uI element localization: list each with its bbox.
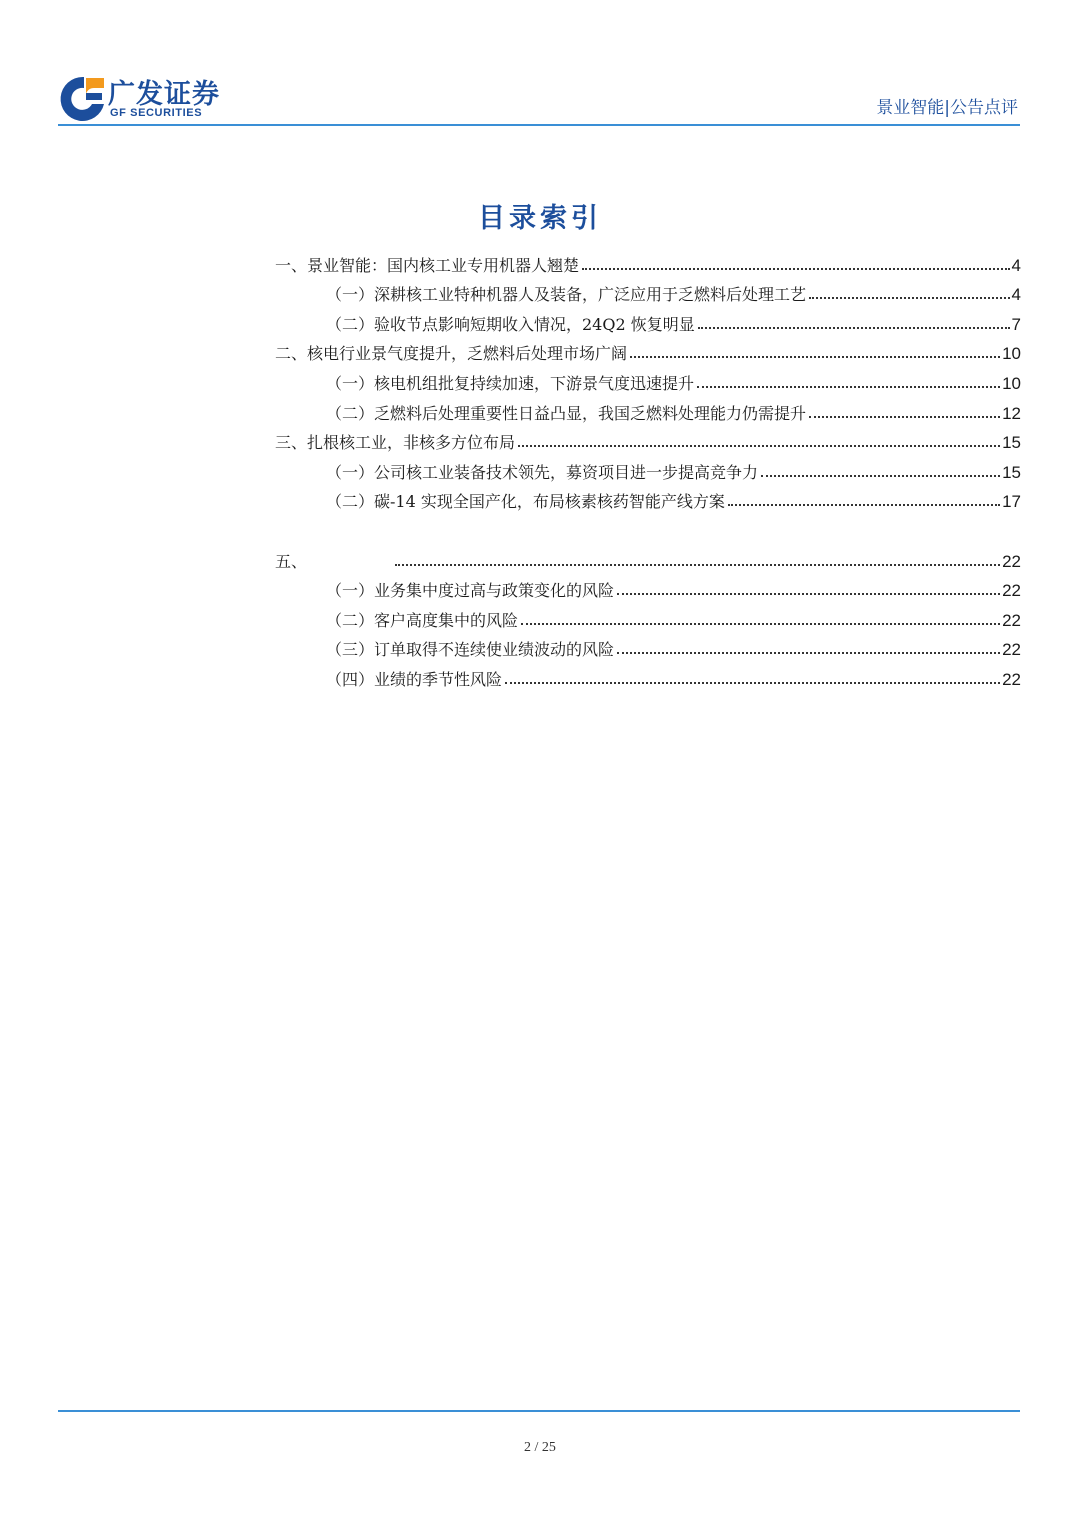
toc-entry-page: 10 bbox=[1002, 373, 1021, 393]
toc-title: 目录索引 bbox=[478, 203, 602, 234]
toc-leader-dots bbox=[518, 445, 1000, 447]
header-divider bbox=[58, 124, 1020, 126]
toc-entry[interactable] bbox=[275, 631, 1021, 661]
toc-entry-label: （二）乏燃料后处理重要性日益凸显，我国乏燃料处理能力仍需提升 bbox=[326, 403, 807, 423]
page-header bbox=[0, 0, 1080, 128]
toc-entry[interactable] bbox=[275, 364, 1021, 394]
toc-entry-page: 22 bbox=[1002, 581, 1021, 601]
toc-entry-label: （一）深耕核工业特种机器人及装备，广泛应用于乏燃料后处理工艺 bbox=[326, 285, 807, 305]
toc-entry[interactable] bbox=[275, 246, 1021, 276]
toc-entry-page: 22 bbox=[1002, 669, 1021, 689]
toc-leader-dots bbox=[728, 504, 1000, 506]
logo-english-name: GF SECURITIES bbox=[110, 107, 203, 119]
toc-entry-page: 12 bbox=[1002, 403, 1021, 423]
toc-entry-label: （一）公司核工业装备技术领先，募资项目进一步提高竞争力 bbox=[326, 462, 759, 482]
toc-entry[interactable] bbox=[275, 276, 1021, 306]
toc-entry[interactable] bbox=[275, 305, 1021, 335]
logo-chinese-name: 广发证券 bbox=[108, 79, 220, 110]
toc-entry-label: （二）客户高度集中的风险 bbox=[326, 610, 519, 630]
toc-entry-label: 三、扎根核工业，非核多方位布局 bbox=[275, 433, 516, 453]
toc-entry-page: 7 bbox=[1011, 314, 1021, 334]
toc-entry[interactable] bbox=[275, 660, 1021, 690]
toc-entry-page: 22 bbox=[1002, 640, 1021, 660]
toc-leader-dots bbox=[698, 327, 1010, 329]
toc-leader-dots bbox=[521, 623, 1000, 625]
toc-entry[interactable] bbox=[275, 424, 1021, 454]
toc-leader-dots bbox=[761, 475, 1000, 477]
toc-leader-dots bbox=[617, 652, 1000, 654]
toc-entry-page: 22 bbox=[1002, 551, 1021, 571]
footer-divider bbox=[58, 1410, 1020, 1412]
toc-leader-dots bbox=[617, 593, 1000, 595]
toc-entry-label: （一）业务集中度过高与政策变化的风险 bbox=[326, 581, 615, 601]
toc-entry[interactable] bbox=[275, 453, 1021, 483]
toc-entry-label: （三）订单取得不连续使业绩波动的风险 bbox=[326, 640, 615, 660]
toc-entry-page: 15 bbox=[1002, 433, 1021, 453]
toc-leader-dots bbox=[505, 682, 1000, 684]
toc-entry[interactable] bbox=[275, 542, 1021, 572]
report-type-label: 景业智能|公告点评 bbox=[876, 98, 1018, 118]
toc-entry-page: 10 bbox=[1002, 344, 1021, 364]
toc-entry[interactable] bbox=[275, 335, 1021, 365]
toc-leader-dots bbox=[809, 297, 1010, 299]
toc-entry-page: 4 bbox=[1011, 255, 1021, 275]
toc-entry-label: （二）验收节点影响短期收入情况，24Q2 恢复明显 bbox=[326, 314, 695, 334]
toc-entry-label: （一）核电机组批复持续加速，下游景气度迅速提升 bbox=[326, 373, 695, 393]
toc-entry-label: （二）碳-14 实现全国产化，布局核素核药智能产线方案 bbox=[326, 492, 725, 512]
toc-entry[interactable] bbox=[275, 483, 1021, 513]
toc-entry-label: 五、 bbox=[275, 551, 308, 571]
toc-spacer bbox=[275, 512, 1021, 542]
gf-logo bbox=[58, 74, 228, 124]
toc-entry-page: 22 bbox=[1002, 610, 1021, 630]
toc-leader-dots bbox=[582, 268, 1010, 270]
toc-entry-label: 二、核电行业景气度提升，乏燃料后处理市场广阔 bbox=[275, 344, 628, 364]
toc-entry[interactable] bbox=[275, 572, 1021, 602]
toc-entry-label: （四）业绩的季节性风险 bbox=[326, 669, 503, 689]
toc-entry-label: 一、景业智能：国内核工业专用机器人翘楚 bbox=[275, 255, 580, 275]
toc-leader-dots bbox=[630, 356, 1000, 358]
toc-entry-page: 17 bbox=[1002, 492, 1021, 512]
toc-entry-page: 15 bbox=[1002, 462, 1021, 482]
page-number: 2 / 25 bbox=[524, 1440, 556, 1455]
toc-entry-page: 4 bbox=[1011, 285, 1021, 305]
toc-leader-dots bbox=[395, 564, 1000, 566]
table-of-contents bbox=[275, 246, 1021, 690]
toc-entry[interactable] bbox=[275, 601, 1021, 631]
toc-leader-dots bbox=[697, 386, 1000, 388]
toc-entry[interactable] bbox=[275, 394, 1021, 424]
gf-logo-mark bbox=[58, 74, 108, 124]
toc-leader-dots bbox=[809, 416, 1000, 418]
